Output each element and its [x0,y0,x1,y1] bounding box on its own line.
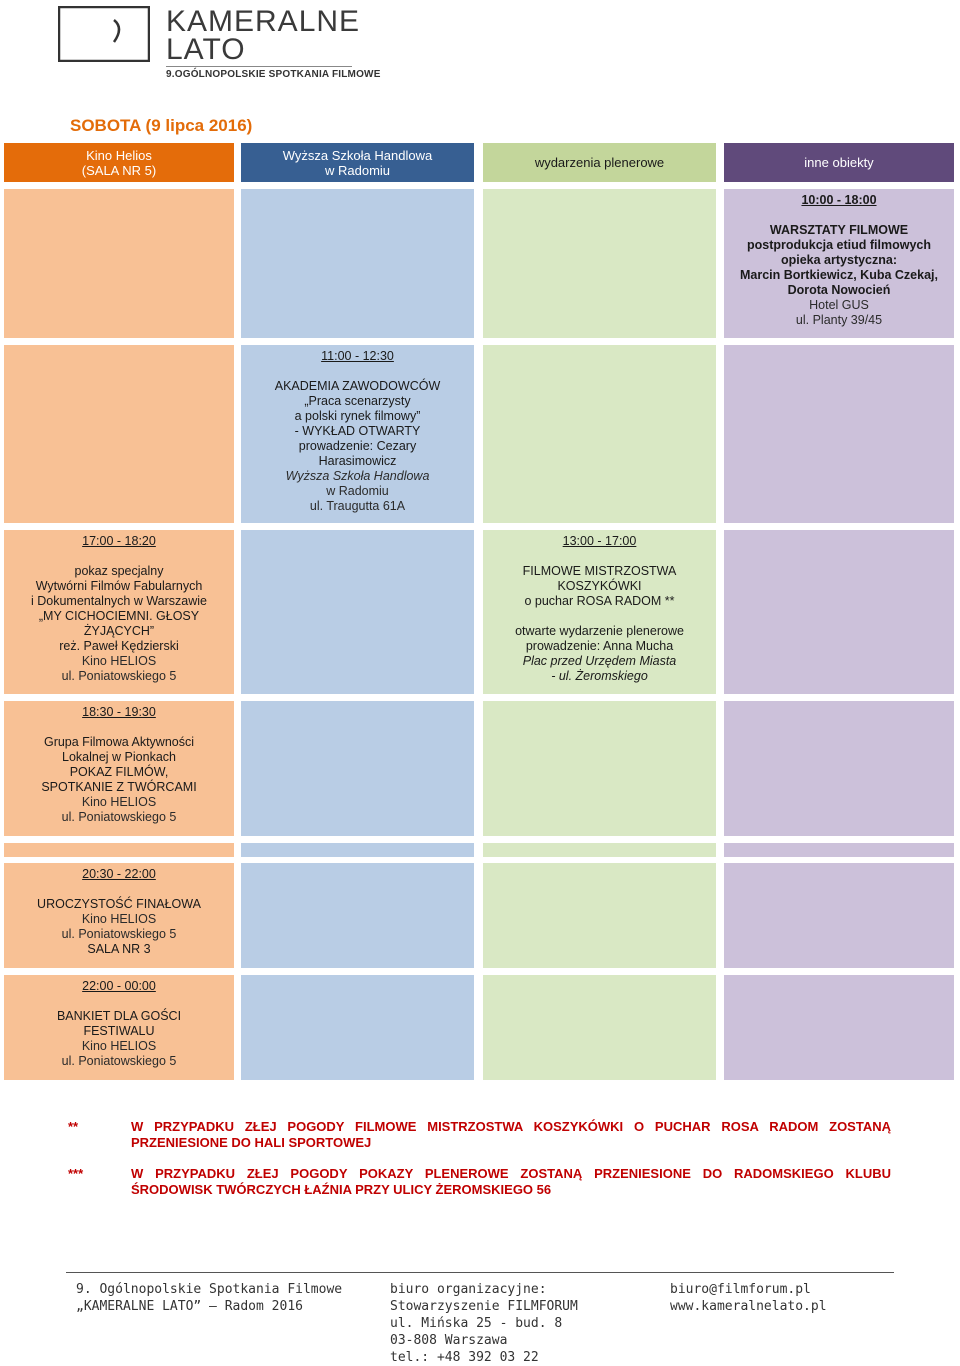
event-uroczystosc [4,863,234,968]
event-time: 10:00 - 18:00 [801,193,877,207]
empty-cell [483,843,716,857]
note-line: W PRZYPADKU ZŁEJ POGODY FILMOWE MISTRZOSTWA KOSZYKÓWKI O PUCHAR ROSA RADOM ZOSTANĄ [131,1119,891,1134]
event-venue: Hotel GUS [809,298,869,312]
event-venue: Plac przed Urzędem Miasta [522,654,677,668]
column-header-helios-line1: Kino Helios [86,147,152,163]
event-koszykowka [483,530,716,694]
event-address: ul. Poniatowskiego 5 [61,1054,177,1068]
empty-cell [724,701,954,836]
footer-website-link[interactable]: www.kameralnelato.pl [670,1299,827,1314]
event-pokaz [4,530,234,694]
event-title: BANKIET DLA GOŚCI [56,1009,182,1023]
event-venue: Kino HELIOS [81,654,157,668]
note-line: PRZENIESIONE DO HALI SPORTOWEJ [131,1135,372,1150]
note-line: W PRZYPADKU ZŁEJ POGODY POKAZY PLENEROWE ZOSTANĄ PRZENIESIONE DO RADOMSKIEGO KLUBU [131,1166,891,1181]
event-venue: w Radomiu [326,484,389,498]
column-header-helios [4,143,234,182]
event-line: i Dokumentalnych w Warszawie [31,594,207,608]
column-header-wsh [241,143,474,182]
event-line: KOSZYKÓWKI [557,579,642,593]
event-line: a polski rynek filmowy” [294,409,421,423]
footer-line: 03-808 Warszawa [390,1333,508,1348]
logo-title [166,5,361,66]
empty-cell [724,843,954,857]
empty-cell [483,863,716,968]
note-mark: *** [68,1166,84,1181]
empty-cell [724,975,954,1080]
footer-contact [670,1281,827,1315]
empty-cell [241,863,474,968]
logo-title-line1: KAMERALNE [166,5,361,38]
column-header-wsh-line2: w Radomiu [324,162,391,178]
event-venue: Wyższa Szkoła Handlowa [285,469,430,483]
empty-cell [483,701,716,836]
footer-line: ul. Mińska 25 - bud. 8 [390,1316,563,1331]
footer-festival [76,1281,342,1315]
event-line: Lokalnej w Pionkach [62,750,176,764]
event-time: 20:30 - 22:00 [82,867,156,881]
empty-cell [4,843,234,857]
footer-line: tel.: +48 392 03 22 [390,1350,539,1365]
event-line: Wytwórni Filmów Fabularnych [35,579,203,593]
event-spacer [483,609,716,624]
footer-divider [66,1272,894,1273]
column-header-helios-line2: (SALA NR 5) [81,162,157,178]
event-line: otwarte wydarzenie plenerowe [515,624,684,638]
note-line: ŚRODOWISK TWÓRCZYCH ŁAŹNIA PRZY ULICY ŻEROMSKIEGO 56 [131,1182,552,1197]
event-venue: Kino HELIOS [81,795,157,809]
event-line: SPOTKANIE Z TWÓRCAMI [41,780,197,794]
empty-cell [724,345,954,523]
empty-cell [4,189,234,338]
event-line: „MY CICHOCIEMNI. GŁOSY [38,609,200,623]
event-address: ul. Poniatowskiego 5 [61,669,177,683]
event-time: 22:00 - 00:00 [82,979,156,993]
event-title: WARSZTATY FILMOWE [769,223,909,237]
event-title: AKADEMIA ZAWODOWCÓW [274,379,441,393]
event-line: prowadzenie: Cezary [298,439,417,453]
event-warsztaty [724,189,954,338]
note-mark: ** [68,1119,79,1134]
logo-subtitle: 9.OGÓLNOPOLSKIE SPOTKANIA FILMOWE [166,69,381,80]
empty-cell [724,530,954,694]
event-line: ŻYJĄCYCH” [83,624,155,638]
event-grupa [4,701,234,836]
event-line: - WYKŁAD OTWARTY [294,424,421,438]
event-time: 11:00 - 12:30 [321,349,394,363]
empty-cell [241,701,474,836]
event-address: ul. Planty 39/45 [795,313,883,327]
event-time: 17:00 - 18:20 [82,534,156,548]
footer-line: 9. Ogólnopolskie Spotkania Filmowe [76,1282,343,1297]
footer-line: „KAMERALNE LATO” – Radom 2016 [76,1299,303,1314]
event-line: Harasimowicz [318,454,397,468]
event-line: POKAZ FILMÓW, [69,765,169,779]
event-venue: Kino HELIOS [81,912,157,926]
footer-line: Stowarzyszenie FILMFORUM [390,1299,578,1314]
event-title: Grupa Filmowa Aktywności [43,735,195,749]
empty-cell [724,863,954,968]
event-title: FILMOWE MISTRZOSTWA [522,564,677,578]
event-line: reż. Paweł Kędzierski [59,639,179,653]
empty-cell [483,975,716,1080]
event-line: Marcin Bortkiewicz, Kuba Czekaj, [740,268,938,282]
column-header-plener-line1: wydarzenia plenerowe [534,155,665,170]
column-header-wsh-line1: Wyższa Szkoła Handlowa [282,147,433,163]
empty-cell [483,345,716,523]
empty-cell [241,189,474,338]
empty-cell [483,189,716,338]
event-address: ul. Traugutta 61A [309,499,406,513]
event-line: Dorota Nowocień [787,283,891,297]
logo-icon [58,6,150,62]
event-venue: Kino HELIOS [81,1039,157,1053]
empty-cell [241,530,474,694]
event-line: o puchar ROSA RADOM ** [524,594,675,608]
footer-line: biuro organizacyjne: [390,1282,547,1297]
logo-title-line2: LATO [166,33,246,66]
event-akademia [241,345,474,523]
empty-cell [4,345,234,523]
empty-cell [241,975,474,1080]
event-line: „Praca scenarzysty [304,394,411,408]
event-address: ul. Poniatowskiego 5 [61,810,177,824]
event-room: SALA NR 3 [87,942,151,956]
empty-cell [241,843,474,857]
event-line: prowadzenie: Anna Mucha [525,639,674,653]
event-time: 18:30 - 19:30 [82,705,156,719]
event-line: FESTIWALU [83,1024,155,1038]
column-header-inne [724,143,954,182]
event-title: UROCZYSTOŚĆ FINAŁOWA [37,897,201,911]
event-address: ul. Poniatowskiego 5 [61,927,177,941]
event-line: postprodukcja etiud filmowych [746,238,932,252]
footer-office [390,1281,578,1366]
event-time: 13:00 - 17:00 [562,534,637,548]
column-header-inne-line1: inne obiekty [804,155,874,170]
column-header-plener [483,143,716,182]
footer-email-link[interactable]: biuro@filmforum.pl [670,1282,811,1297]
note-text [131,1166,891,1198]
event-bankiet [4,975,234,1080]
event-address: - ul. Żeromskiego [551,669,648,683]
logo-divider [166,66,352,67]
day-title: SOBOTA (9 lipca 2016) [70,116,253,135]
event-title: pokaz specjalny [74,564,164,578]
event-line: opieka artystyczna: [780,253,898,267]
note-text [131,1119,891,1151]
